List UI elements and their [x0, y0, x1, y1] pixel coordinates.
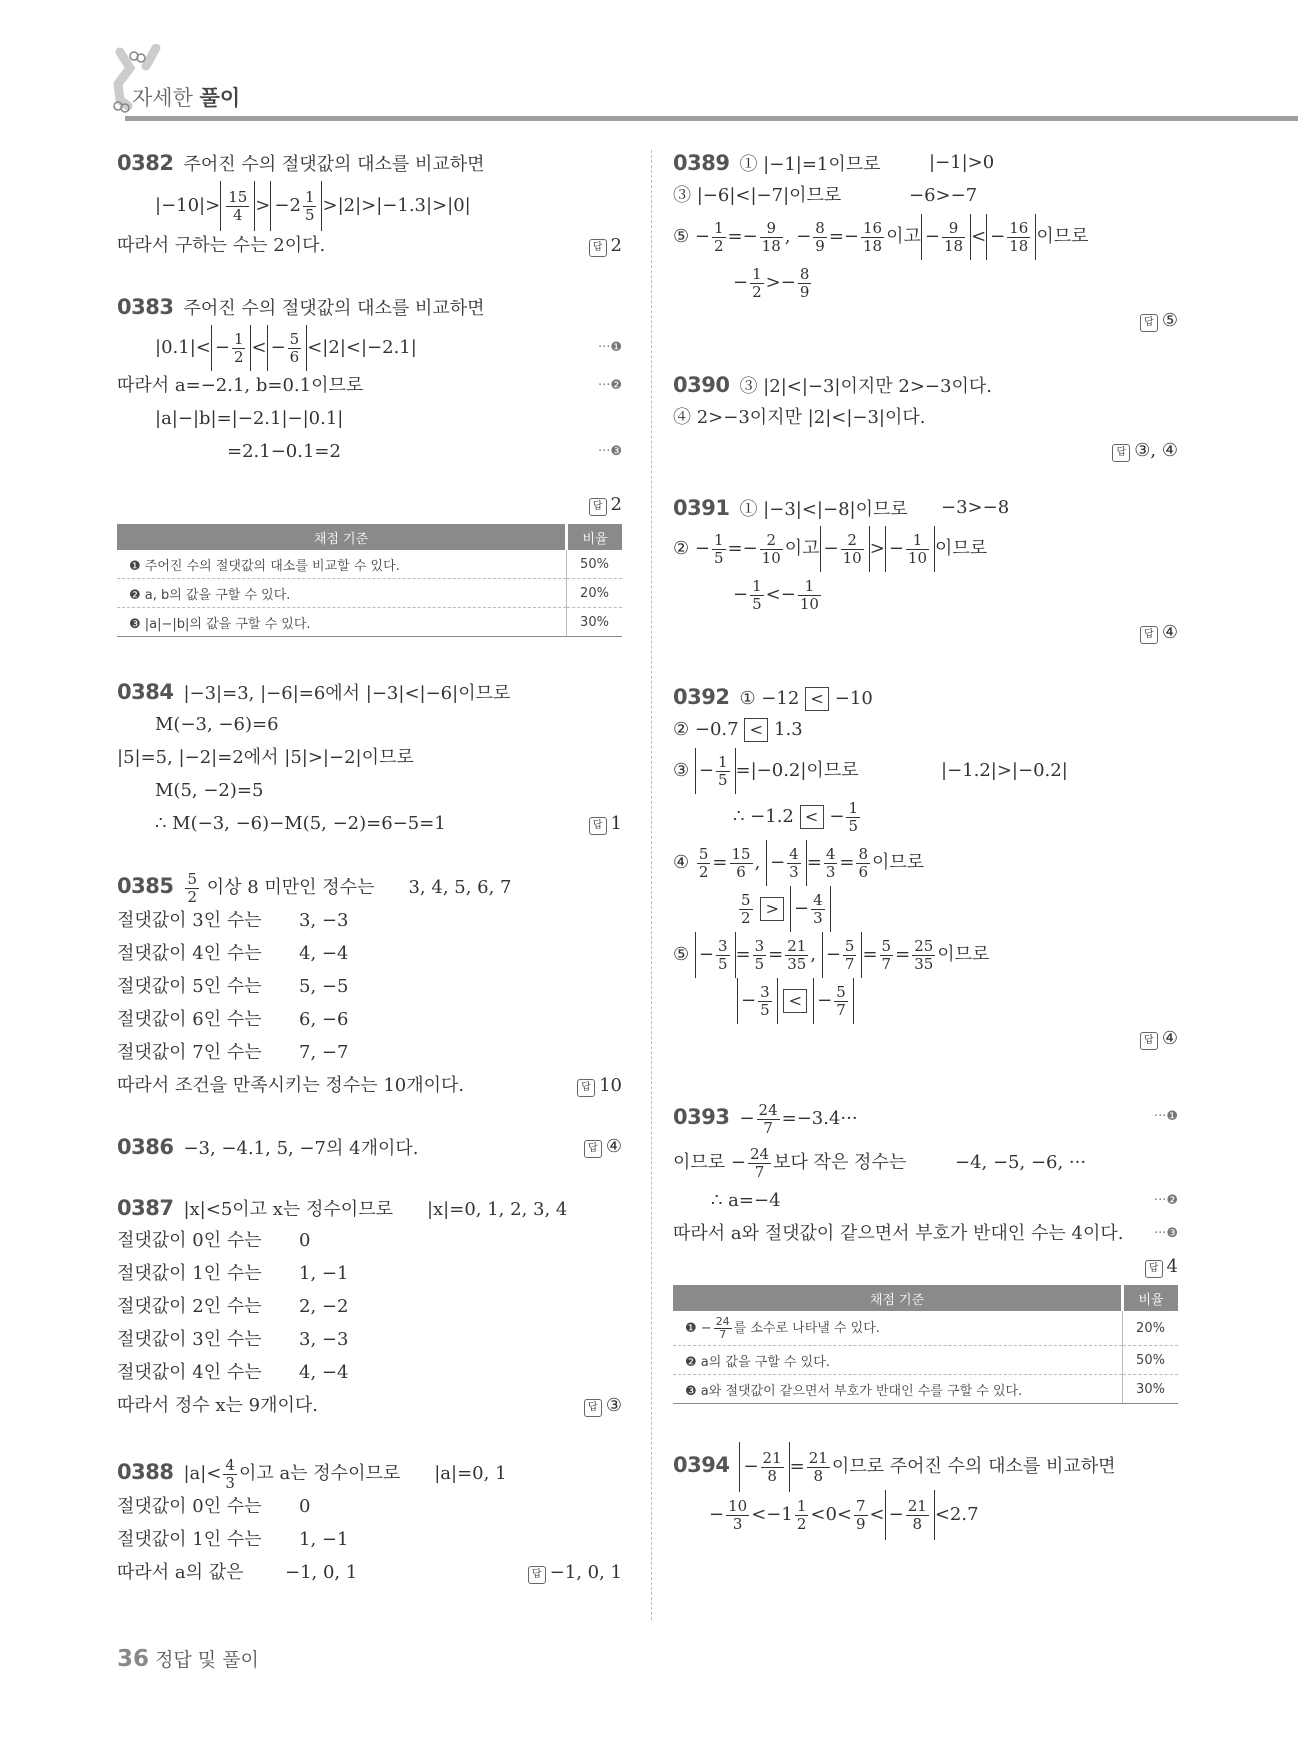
table-row: ❸ a와 절댓값이 같으면서 부호가 반대인 수를 구할 수 있다. 30%: [673, 1375, 1178, 1404]
problem-number: 0394: [673, 1453, 730, 1477]
answer-mark-icon: 답: [1140, 1032, 1158, 1050]
page-header: [0, 0, 1298, 130]
answer: 답 ③: [584, 1391, 622, 1421]
answer-mark-icon: 답: [589, 498, 607, 516]
answer-mark-icon: 답: [1112, 444, 1130, 462]
problem-0388: 0388 |a|< $\frac{4}{3}$ 이고 a는 정수이므로 |a|=0, 1 절댓값이 0인 수는 0 절댓값이 1인 수는 1, −1 따라서 a의 값은 −1, 0, 1 답 −1, 0, 1: [117, 1452, 622, 1591]
comparison-box: <: [783, 989, 807, 1013]
problem-number: 0388: [117, 1460, 174, 1484]
answer-mark-icon: 답: [1140, 626, 1158, 644]
problem-number: 0386: [117, 1135, 174, 1159]
table-row: ❶ 주어진 수의 절댓값의 대소를 비교할 수 있다. 50%: [117, 550, 622, 579]
problem-0384: 0384 |−3|=3, |−6|=6에서 |−3|<|−6|이므로 M(−3, −6)=6 |5|=5, |−2|=2에서 |5|>|−2|이므로 M(5, −2)=5 ∴ M(−3, −6)−M(5, −2)=6−5=1 답 1: [117, 677, 622, 842]
conclusion: 따라서 구하는 수는 2이다.: [117, 235, 326, 256]
answer: 답 ④: [1140, 618, 1178, 648]
answer-mark-icon: 답: [528, 1566, 546, 1584]
page-footer: [117, 1645, 259, 1672]
problem-0389: 0389 ① |−1|=1이므로 |−1|>0 ③ |−6|<|−7|이므로 −6>−7 ⑤ − $\frac{1}{2}$ =− $\frac{9}{18}$ , − $\frac{8}{9}$ =− $\frac{16}{18}$ 이고 − $\frac{9}{18}$ < − $\frac{16}{18}$ 이므로 − $\frac{1}{2}$ >− $\frac{8}{9}$ 답 ⑤: [673, 148, 1178, 346]
problem-number: 0392: [673, 685, 730, 709]
step-marker: ···❸: [1153, 1226, 1178, 1241]
answer-mark-icon: 답: [1145, 1260, 1163, 1278]
problem-text: 주어진 수의 절댓값의 대소를 비교하면: [183, 298, 485, 319]
problem-0386: 0386 −3, −4.1, 5, −7의 4개이다. 답 ④: [117, 1132, 622, 1165]
answer-mark-icon: 답: [584, 1140, 602, 1158]
problem-number: 0382: [117, 151, 174, 175]
answer-mark-icon: 답: [584, 1399, 602, 1417]
answer-mark-icon: 답: [1140, 314, 1158, 332]
inequality-line: |0.1|< − $\frac{1}{2}$ < − $\frac{5}{6}$ <|2|<|−2.1| ···❶: [117, 325, 622, 371]
right-column: [673, 148, 1178, 1540]
problem-text: 주어진 수의 절댓값의 대소를 비교하면: [183, 154, 485, 175]
problem-number: 0389: [673, 151, 730, 175]
problem-number: 0383: [117, 295, 174, 319]
problem-0387: 0387 |x|<5이고 x는 정수이므로 |x|=0, 1, 2, 3, 4 절댓값이 0인 수는 0 절댓값이 1인 수는 1, −1 절댓값이 2인 수는 2, −2 절댓값이 3인 수는 3, −3 절댓값이 4인 수는 4, −4 따라서 정수 x는 9개이다. 답 ③: [117, 1193, 622, 1424]
comparison-box: <: [805, 687, 829, 711]
section-title: 자세한 풀이: [132, 86, 241, 110]
table-row: ❸ |a|−|b|의 값을 구할 수 있다. 30%: [117, 608, 622, 637]
answer: 답 10: [577, 1071, 622, 1101]
problem-0390: 0390 ③ |2|<|−3|이지만 2>−3이다. ④ 2>−3이지만 |2|<|−3|이다. 답 ③, ④: [673, 370, 1178, 469]
page-number: 36: [117, 1646, 150, 1672]
table-row: ❷ a의 값을 구할 수 있다. 50%: [673, 1346, 1178, 1375]
problem-number: 0393: [673, 1105, 730, 1129]
answer-mark-icon: 답: [577, 1079, 595, 1097]
answer-mark-icon: 답: [589, 817, 607, 835]
answer: 답 2: [589, 490, 622, 520]
table-row: ❷ a, b의 값을 구할 수 있다. 20%: [117, 579, 622, 608]
answer: 답 ⑤: [1140, 306, 1178, 336]
answer: 답 −1, 0, 1: [528, 1558, 622, 1588]
problem-0382: [117, 148, 622, 292]
step-marker: ···❸: [597, 444, 622, 459]
answer-mark-icon: 답: [589, 239, 607, 257]
problem-number: 0387: [117, 1196, 174, 1220]
step-marker: ···❶: [1153, 1109, 1178, 1124]
comparison-box: >: [760, 897, 784, 921]
column-divider: [651, 150, 652, 1620]
problem-number: 0384: [117, 680, 174, 704]
step-marker: ···❷: [1153, 1193, 1178, 1208]
scoring-criteria-table: 채점 기준 비율 ❶ 주어진 수의 절댓값의 대소를 비교할 수 있다. 50% ❷ a, b의 값을 구할 수 있다. 20% ❸ |a|−|b|의 값을 구할 수 있다. 30%: [117, 524, 622, 637]
header-rule: [125, 116, 1298, 121]
problem-number: 0385: [117, 874, 174, 898]
problem-number: 0390: [673, 373, 730, 397]
problem-0393: 0393 − $\frac{24}{7}$ =−3.4··· ···❶ 이므로 − $\frac{24}{7}$ 보다 작은 정수는 −4, −5, −6, ··· ∴ a=−4 ···❷ 따라서 a와 절댓값이 같으면서 부호가 반대인 수는 4이다. ···❸ 답 4: [673, 1094, 1178, 1285]
footer-label: 정답 및 풀이: [155, 1649, 259, 1671]
problem-number: 0391: [673, 496, 730, 520]
step-marker: ···❶: [597, 340, 622, 355]
problem-0394: 0394 − $\frac{21}{8}$ = $\frac{21}{8}$ 이므로 주어진 수의 대소를 비교하면 − $\frac{10}{3}$ <−1 $\frac{1}{2}$ <0< $\frac{7}{9}$ < − $\frac{21}{8}$ <2.7: [673, 1440, 1178, 1540]
answer: 답 ④: [584, 1132, 622, 1162]
comparison-box: <: [744, 718, 768, 742]
problem-0391: 0391 ① |−3|<|−8|이므로 −3>−8 ② − $\frac{1}{5}$ =− $\frac{2}{10}$ 이고 − $\frac{2}{10}$ > − $\frac{1}{10}$ 이므로 − $\frac{1}{5}$ <− $\frac{1}{10}$ 답 ④: [673, 493, 1178, 658]
answer: 답 4: [1145, 1252, 1178, 1282]
problem-0383: 0383 주어진 수의 절댓값의 대소를 비교하면 |0.1|< − $\frac{1}{2}$ < − $\frac{5}{6}$ <|2|<|−2.1| ···❶ 따라서 a=−2.1, b=0.1이므로 ···❷ |a|−|b|=|−2.1|−|0.1| =2.1−0.1=2 ···❸: [117, 292, 622, 490]
comparison-box: <: [800, 805, 824, 829]
answer: 답 2: [589, 231, 622, 261]
inequality-line: |−10|> $\frac{15}{4}$ > −2 $\frac{1}{5}$ >|2|>|−1.3|>|0|: [117, 181, 622, 231]
answer: 답 1: [589, 809, 622, 839]
problem-0385: 0385 $\frac{5}{2}$ 이상 8 미만인 정수는 3, 4, 5, 6, 7 절댓값이 3인 수는 3, −3 절댓값이 4인 수는 4, −4 절댓값이 5인 수는 5, −5 절댓값이 6인 수는 6, −6 절댓값이 7인 수는 7, −7 따라서 조건을 만족시키는 정수는 10개이다. 답 10: [117, 866, 622, 1104]
left-column: [117, 148, 622, 1591]
answer: 답 ④: [1140, 1024, 1178, 1054]
problem-0392: 0392 ① −12 < −10 ② −0.7 < 1.3 ③ − $\frac{1}{5}$ =|−0.2|이므로 |−1.2|>|−0.2| ∴ −1.2 < − $\frac{1}{5}$ ④ $\frac{5}{2}$ = $\frac{15}{6}$ , − $\frac{4}{3}$ = $\frac{4}{3}$ = $\frac{8}{6}$ 이므로 $\frac{5}{2}$ > − $\frac{4}{3}$ ⑤ − $\frac{3}{5}$ = $\frac{3}{5}$ = $\frac{21}{35}$ , − $\frac{5}{7}$ = $\frac{5}{7}$ = $\frac{25}{35}$ 이므로 − $\frac{3}{5}$ < − $\frac{5}{7}$ 답 ④: [673, 682, 1178, 1064]
scoring-criteria-table: 채점 기준 비율 ❶ − $\frac{24}{7}$ 를 소수로 나타낼 수 있다. 20% ❷ a의 값을 구할 수 있다. 50% ❸ a와 절댓값이 같으면서 부호가 반대인 수를 구할 수 있다. 30%: [673, 1285, 1178, 1404]
answer: 답 ③, ④: [1112, 436, 1178, 466]
step-marker: ···❷: [597, 378, 622, 393]
table-row: ❶ − $\frac{24}{7}$ 를 소수로 나타낼 수 있다. 20%: [673, 1311, 1178, 1346]
